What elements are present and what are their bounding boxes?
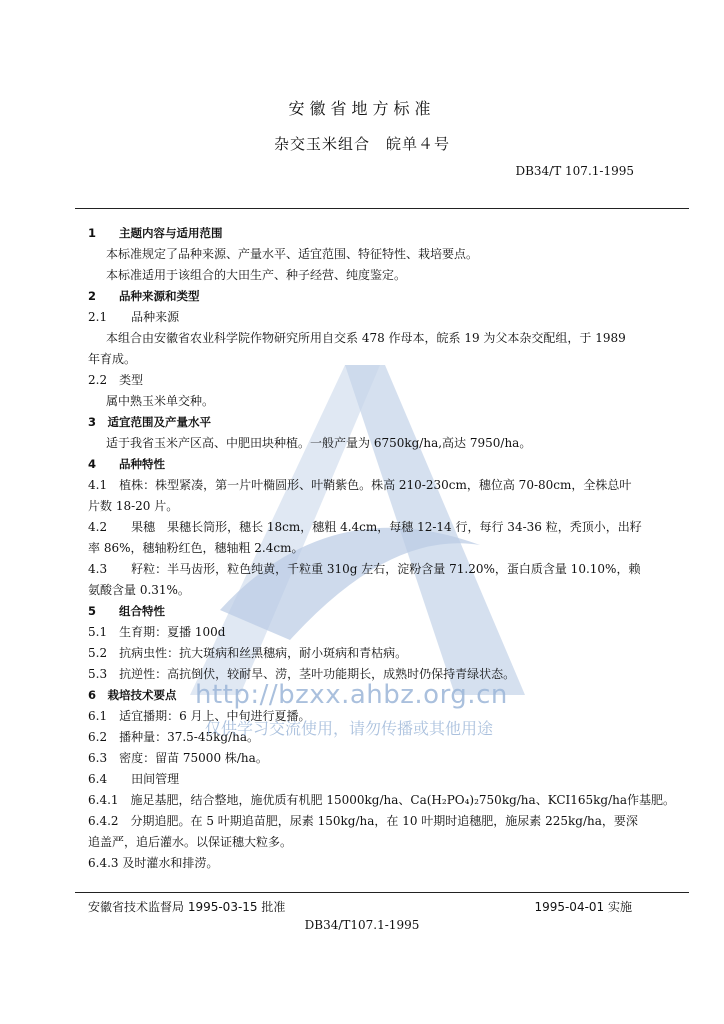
clause-6-3: 6.3 密度：留苗 75000 株/ha。 bbox=[88, 751, 268, 765]
standard-subtitle: 杂交玉米组合 皖单４号 bbox=[273, 135, 450, 153]
section-1-heading: 1 主题内容与适用范围 bbox=[88, 226, 223, 240]
clause-6-4-3: 6.4.3 及时灌水和排涝。 bbox=[88, 856, 219, 870]
footer-standard-code: DB34/T107.1-1995 bbox=[304, 918, 420, 932]
clause-5-3: 5.3 抗逆性：高抗倒伏，较耐旱、涝，茎叶功能期长，成熟时仍保持青绿状态。 bbox=[88, 667, 516, 681]
section-2-heading: 2 品种来源和类型 bbox=[88, 289, 200, 303]
clause-5-2: 5.2 抗病虫性：抗大斑病和丝黑穗病，耐小斑病和青枯病。 bbox=[88, 646, 408, 660]
clause-4-3-cont: 氨酸含量 0.31%。 bbox=[88, 583, 190, 597]
header-divider bbox=[75, 208, 689, 209]
clause-4-1: 4.1 植株：株型紧凑，第一片叶椭圆形、叶鞘紫色。株高 210-230cm，穗位高 70-80cm，全株总叶 bbox=[88, 478, 632, 492]
approval-note: 安徽省技术监督局 1995-03-15 批准 bbox=[88, 900, 286, 914]
section-3-text: 适于我省玉米产区高、中肥田块种植。一般产量为 6750kg/ha,高达 7950/ha。 bbox=[106, 436, 532, 450]
clause-2-2-text: 属中熟玉米单交种。 bbox=[106, 394, 215, 408]
clause-6-4-1: 6.4.1 施足基肥，结合整地，施优质有机肥 15000kg/ha、Ca(H₂PO₄)₂750kg/ha、KCI165kg/ha作基肥。 bbox=[88, 793, 676, 807]
section-1-paragraph: 本标准适用于该组合的大田生产、种子经营、纯度鉴定。 bbox=[106, 268, 407, 282]
clause-6-1: 6.1 适宜播期：6 月上、中旬进行夏播。 bbox=[88, 709, 311, 723]
section-3-heading: 3 适宜范围及产量水平 bbox=[88, 415, 212, 429]
clause-5-1: 5.1 生育期：夏播 100d bbox=[88, 625, 226, 639]
clause-6-4-2-cont: 追盖严，追后灌水。以保证穗大粒多。 bbox=[88, 835, 293, 849]
clause-2-2-title: 2.2 类型 bbox=[88, 373, 144, 387]
watermark-url: http://bzxx.ahbz.org.cn bbox=[195, 680, 508, 710]
standard-title: 安徽省地方标准 bbox=[288, 99, 436, 118]
clause-4-2-cont: 率 86%，穗轴粉红色，穗轴粗 2.4cm。 bbox=[88, 541, 304, 555]
section-1-paragraph: 本标准规定了品种来源、产量水平、适宜范围、特征特性、栽培要点。 bbox=[106, 247, 479, 261]
clause-2-1-text: 本组合由安徽省农业科学院作物研究所用自交系 478 作母本，皖系 19 为父本杂交配组，于 1989 bbox=[106, 331, 626, 345]
document-body bbox=[88, 223, 676, 874]
section-6-heading: 6 栽培技术要点 bbox=[88, 688, 177, 702]
section-5-heading: 5 组合特性 bbox=[88, 604, 166, 618]
clause-4-1-cont: 片数 18-20 片。 bbox=[88, 499, 179, 513]
clause-2-1-title: 2.1 品种来源 bbox=[88, 310, 180, 324]
clause-6-4: 6.4 田间管理 bbox=[88, 772, 180, 786]
effective-date: 1995-04-01 实施 bbox=[534, 900, 632, 914]
standard-code: DB34/T 107.1-1995 bbox=[515, 164, 634, 178]
clause-6-2: 6.2 播种量：37.5-45kg/ha。 bbox=[88, 730, 260, 744]
footer-divider bbox=[75, 892, 689, 893]
watermark-note: 仅供学习交流使用，请勿传播或其他用途 bbox=[205, 719, 494, 738]
section-4-heading: 4 品种特性 bbox=[88, 457, 166, 471]
clause-2-1-text-cont: 年育成。 bbox=[88, 352, 137, 366]
clause-6-4-2: 6.4.2 分期追肥。在 5 叶期追苗肥，尿素 150kg/ha，在 10 叶期时追穗肥，施尿素 225kg/ha，要深 bbox=[88, 814, 638, 828]
clause-4-2: 4.2 果穗 果穗长筒形，穗长 18cm，穗粗 4.4cm，每穗 12-14 行，每行 34-36 粒，秃顶小，出籽 bbox=[88, 520, 642, 534]
clause-4-3: 4.3 籽粒：半马齿形，粒色纯黄，千粒重 310g 左右，淀粉含量 71.20%，蛋白质含量 10.10%，赖 bbox=[88, 562, 641, 576]
